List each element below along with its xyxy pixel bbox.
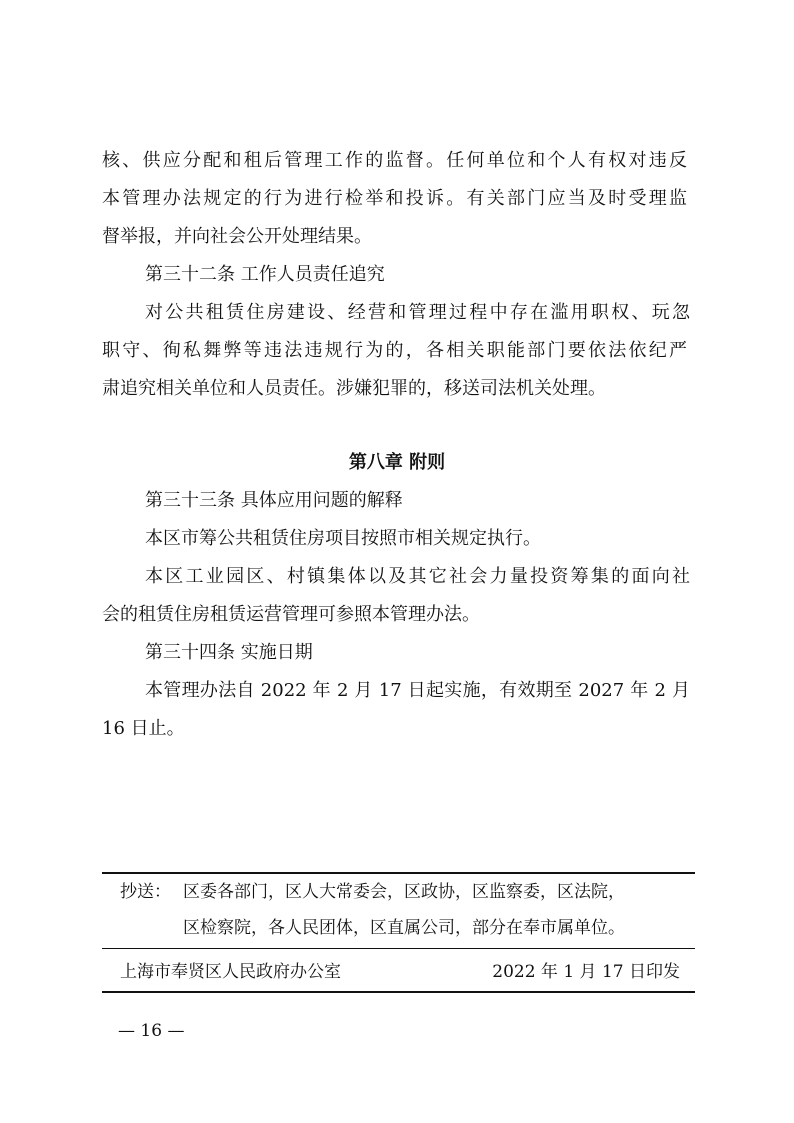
body-line-15: 16 日止。 — [102, 718, 185, 739]
body-line-1: 核、供应分配和租后管理工作的监督。任何单位和个人有权对违反 — [102, 150, 687, 171]
page-number: — 16 — — [118, 1021, 185, 1041]
body-line-12: 会的租赁住房租赁运营管理可参照本管理办法。 — [102, 604, 480, 625]
footer-bottom-rule — [102, 991, 695, 993]
article-33-title: 第三十三条 具体应用问题的解释 — [145, 490, 403, 511]
body-line-11: 本区工业园区、村镇集体以及其它社会力量投资筹集的面向社 — [145, 566, 690, 587]
cc-label: 抄送： — [120, 882, 171, 902]
footer-top-rule — [102, 872, 695, 874]
chapter-heading: 第八章 附则 — [348, 452, 446, 473]
body-line-2: 本管理办法规定的行为进行检举和投诉。有关部门应当及时受理监 — [102, 188, 687, 209]
body-line-7: 肃追究相关单位和人员责任。涉嫌犯罪的，移送司法机关处理。 — [102, 378, 606, 399]
body-line-6: 职守、徇私舞弊等违法违规行为的，各相关职能部门要依法依纪严 — [102, 340, 687, 361]
article-32-title: 第三十二条 工作人员责任追究 — [145, 264, 385, 285]
article-34-title: 第三十四条 实施日期 — [145, 642, 313, 663]
cc-recipients-line-2: 区检察院，各人民团体，区直属公司，部分在奉市属单位。 — [183, 918, 625, 938]
issue-date: 2022 年 1 月 17 日印发 — [492, 962, 680, 982]
body-line-3: 督举报，并向社会公开处理结果。 — [102, 226, 372, 247]
issuing-office: 上海市奉贤区人民政府办公室 — [120, 962, 341, 982]
cc-recipients-line-1: 区委各部门，区人大常委会，区政协，区监察委，区法院， — [183, 882, 625, 902]
footer-middle-rule — [102, 948, 695, 949]
body-line-5: 对公共租赁住房建设、经营和管理过程中存在滥用职权、玩忽 — [145, 302, 690, 323]
body-line-10: 本区市筹公共租赁住房项目按照市相关规定执行。 — [145, 528, 541, 549]
body-line-14: 本管理办法自 2022 年 2 月 17 日起实施，有效期至 2027 年 2 月 — [145, 680, 690, 701]
